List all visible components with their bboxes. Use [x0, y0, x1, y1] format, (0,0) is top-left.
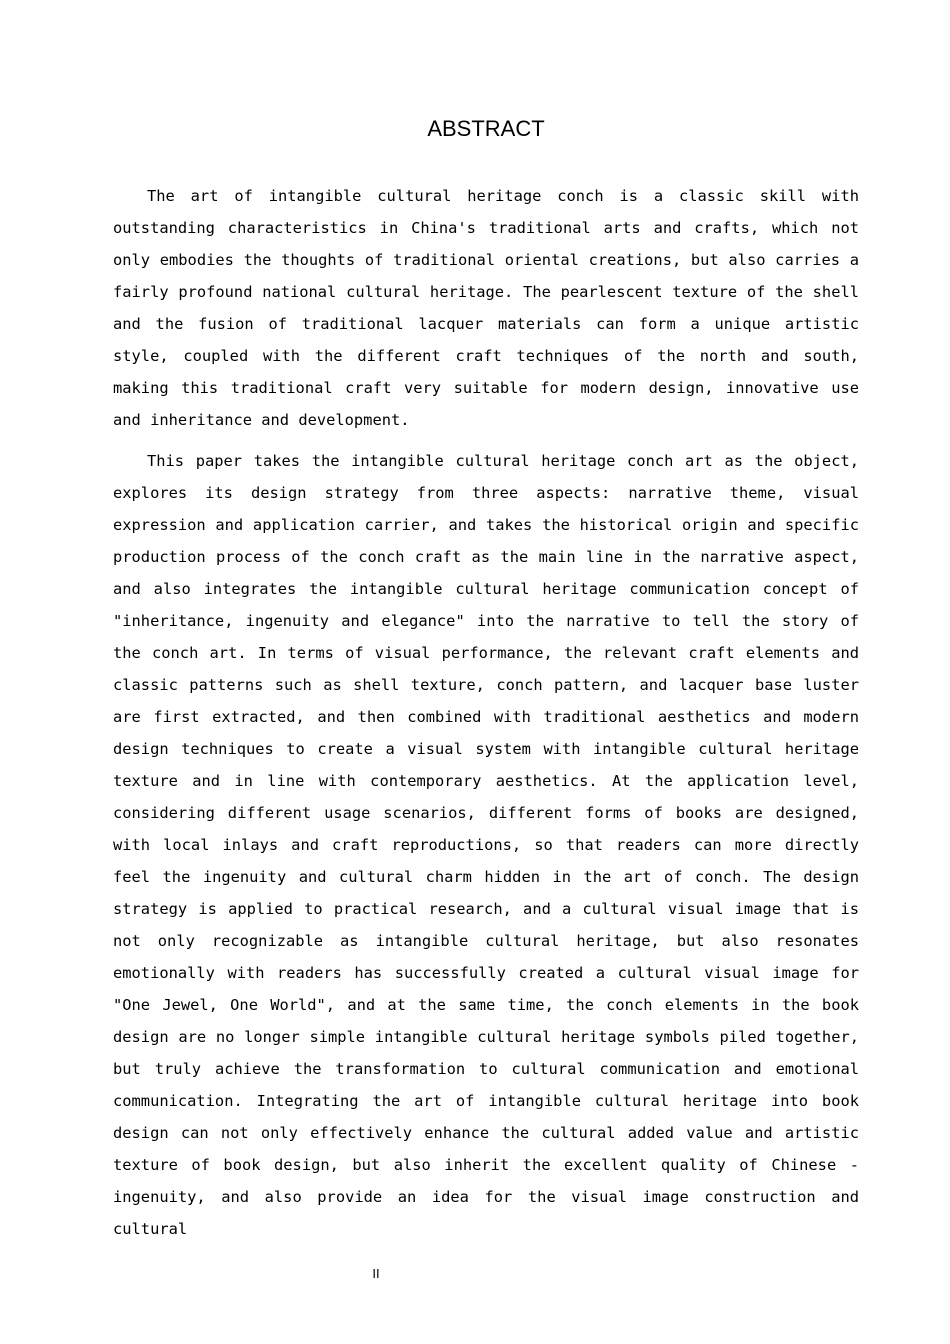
abstract-paragraph-1: The art of intangible cultural heritage conch is a classic skill with outstanding characteristics in China's traditional arts and crafts, which not only embodies the thoughts of traditional oriental creations, but also carries a fairly profound national cultural heritage. The pearlescent texture of the shell and the fusion of traditional lacquer materials can form a unique artistic style, coupled with the different craft techniques of the north and south, making this traditional craft very suitable for modern design, innovative use and inheritance and development.	[113, 187, 859, 429]
page-number: II	[372, 1266, 380, 1281]
abstract-paragraph-2: This paper takes the intangible cultural heritage conch art as the object, explores its design strategy from three aspects: narrative theme, visual expression and application carrier, and takes the historical origin and specific production process of the conch craft as the main line in the narrative aspect, and also integrates the intangible cultural heritage communication concept of "inheritance, ingenuity and elegance" into the narrative to tell the story of the conch art. In terms of visual performance, the relevant craft elements and classic patterns such as shell texture, conch pattern, and lacquer base luster are first extracted, and then combined with traditional aesthetics and modern design techniques to create a visual system with intangible cultural heritage texture and in line with contemporary aesthetics. At the application level, considering different usage scenarios, different forms of books are designed, with local inlays and craft reproductions, so that readers can more directly feel the ingenuity and cultural charm hidden in the art of conch. The design strategy is applied to practical research, and a cultural visual image that is not only recognizable as intangible cultural heritage, but also resonates emotionally with readers has successfully created a cultural visual image for "One Jewel, One World", and at the same time, the conch elements in the book design are no longer simple intangible cultural heritage symbols piled together, but truly achieve the transformation to cultural communication and emotional communication. Integrating the art of intangible cultural heritage into book design can not only effectively enhance the cultural added value and artistic texture of book design, but also inherit the excellent quality of Chinese - ingenuity, and also provide an idea for the visual image construction and cultural	[113, 452, 859, 1238]
abstract-heading: ABSTRACT	[427, 116, 545, 141]
abstract-body	[113, 180, 859, 1245]
